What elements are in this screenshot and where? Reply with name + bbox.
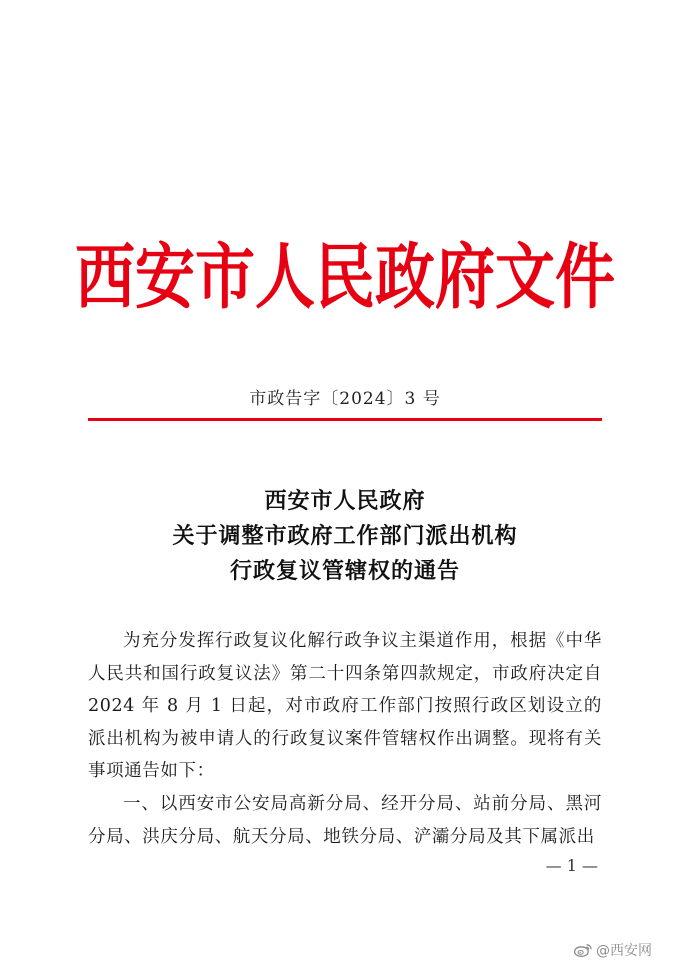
watermark-text: @西安网: [596, 943, 652, 959]
body-paragraph-2: 一、以西安市公安局高新分局、经开分局、站前分局、黑河分局、洪庆分局、航天分局、地铁分局、浐灞分局及其下属派出: [88, 793, 602, 847]
watermark: [0, 940, 652, 960]
notice-title-line-2: 关于调整市政府工作部门派出机构: [172, 523, 518, 549]
page-number: — 1 —: [545, 856, 598, 875]
notice-title-line-3: 行政复议管辖权的通告: [229, 558, 460, 584]
red-divider-line: [88, 418, 602, 421]
issuer-title: 西安市人民政府文件: [75, 236, 615, 320]
body-paragraph-1: 为充分发挥行政复议化解行政争议主渠道作用，根据《中华人民共和国行政复议法》第二十四条第四款规定，市政府决定自2024 年 8 月 1 日起，对市政府工作部门按照行政区划设立的派出机构为被申请人的行政复议案件管辖权作出调整。现将有关事项通告如下：: [88, 631, 602, 782]
document-number: 市政告字〔2024〕3 号: [249, 389, 441, 409]
document-body: [88, 625, 602, 853]
notice-title-line-1: 西安市人民政府: [264, 488, 426, 514]
weibo-icon: [573, 942, 593, 958]
notice-title: [0, 484, 690, 589]
